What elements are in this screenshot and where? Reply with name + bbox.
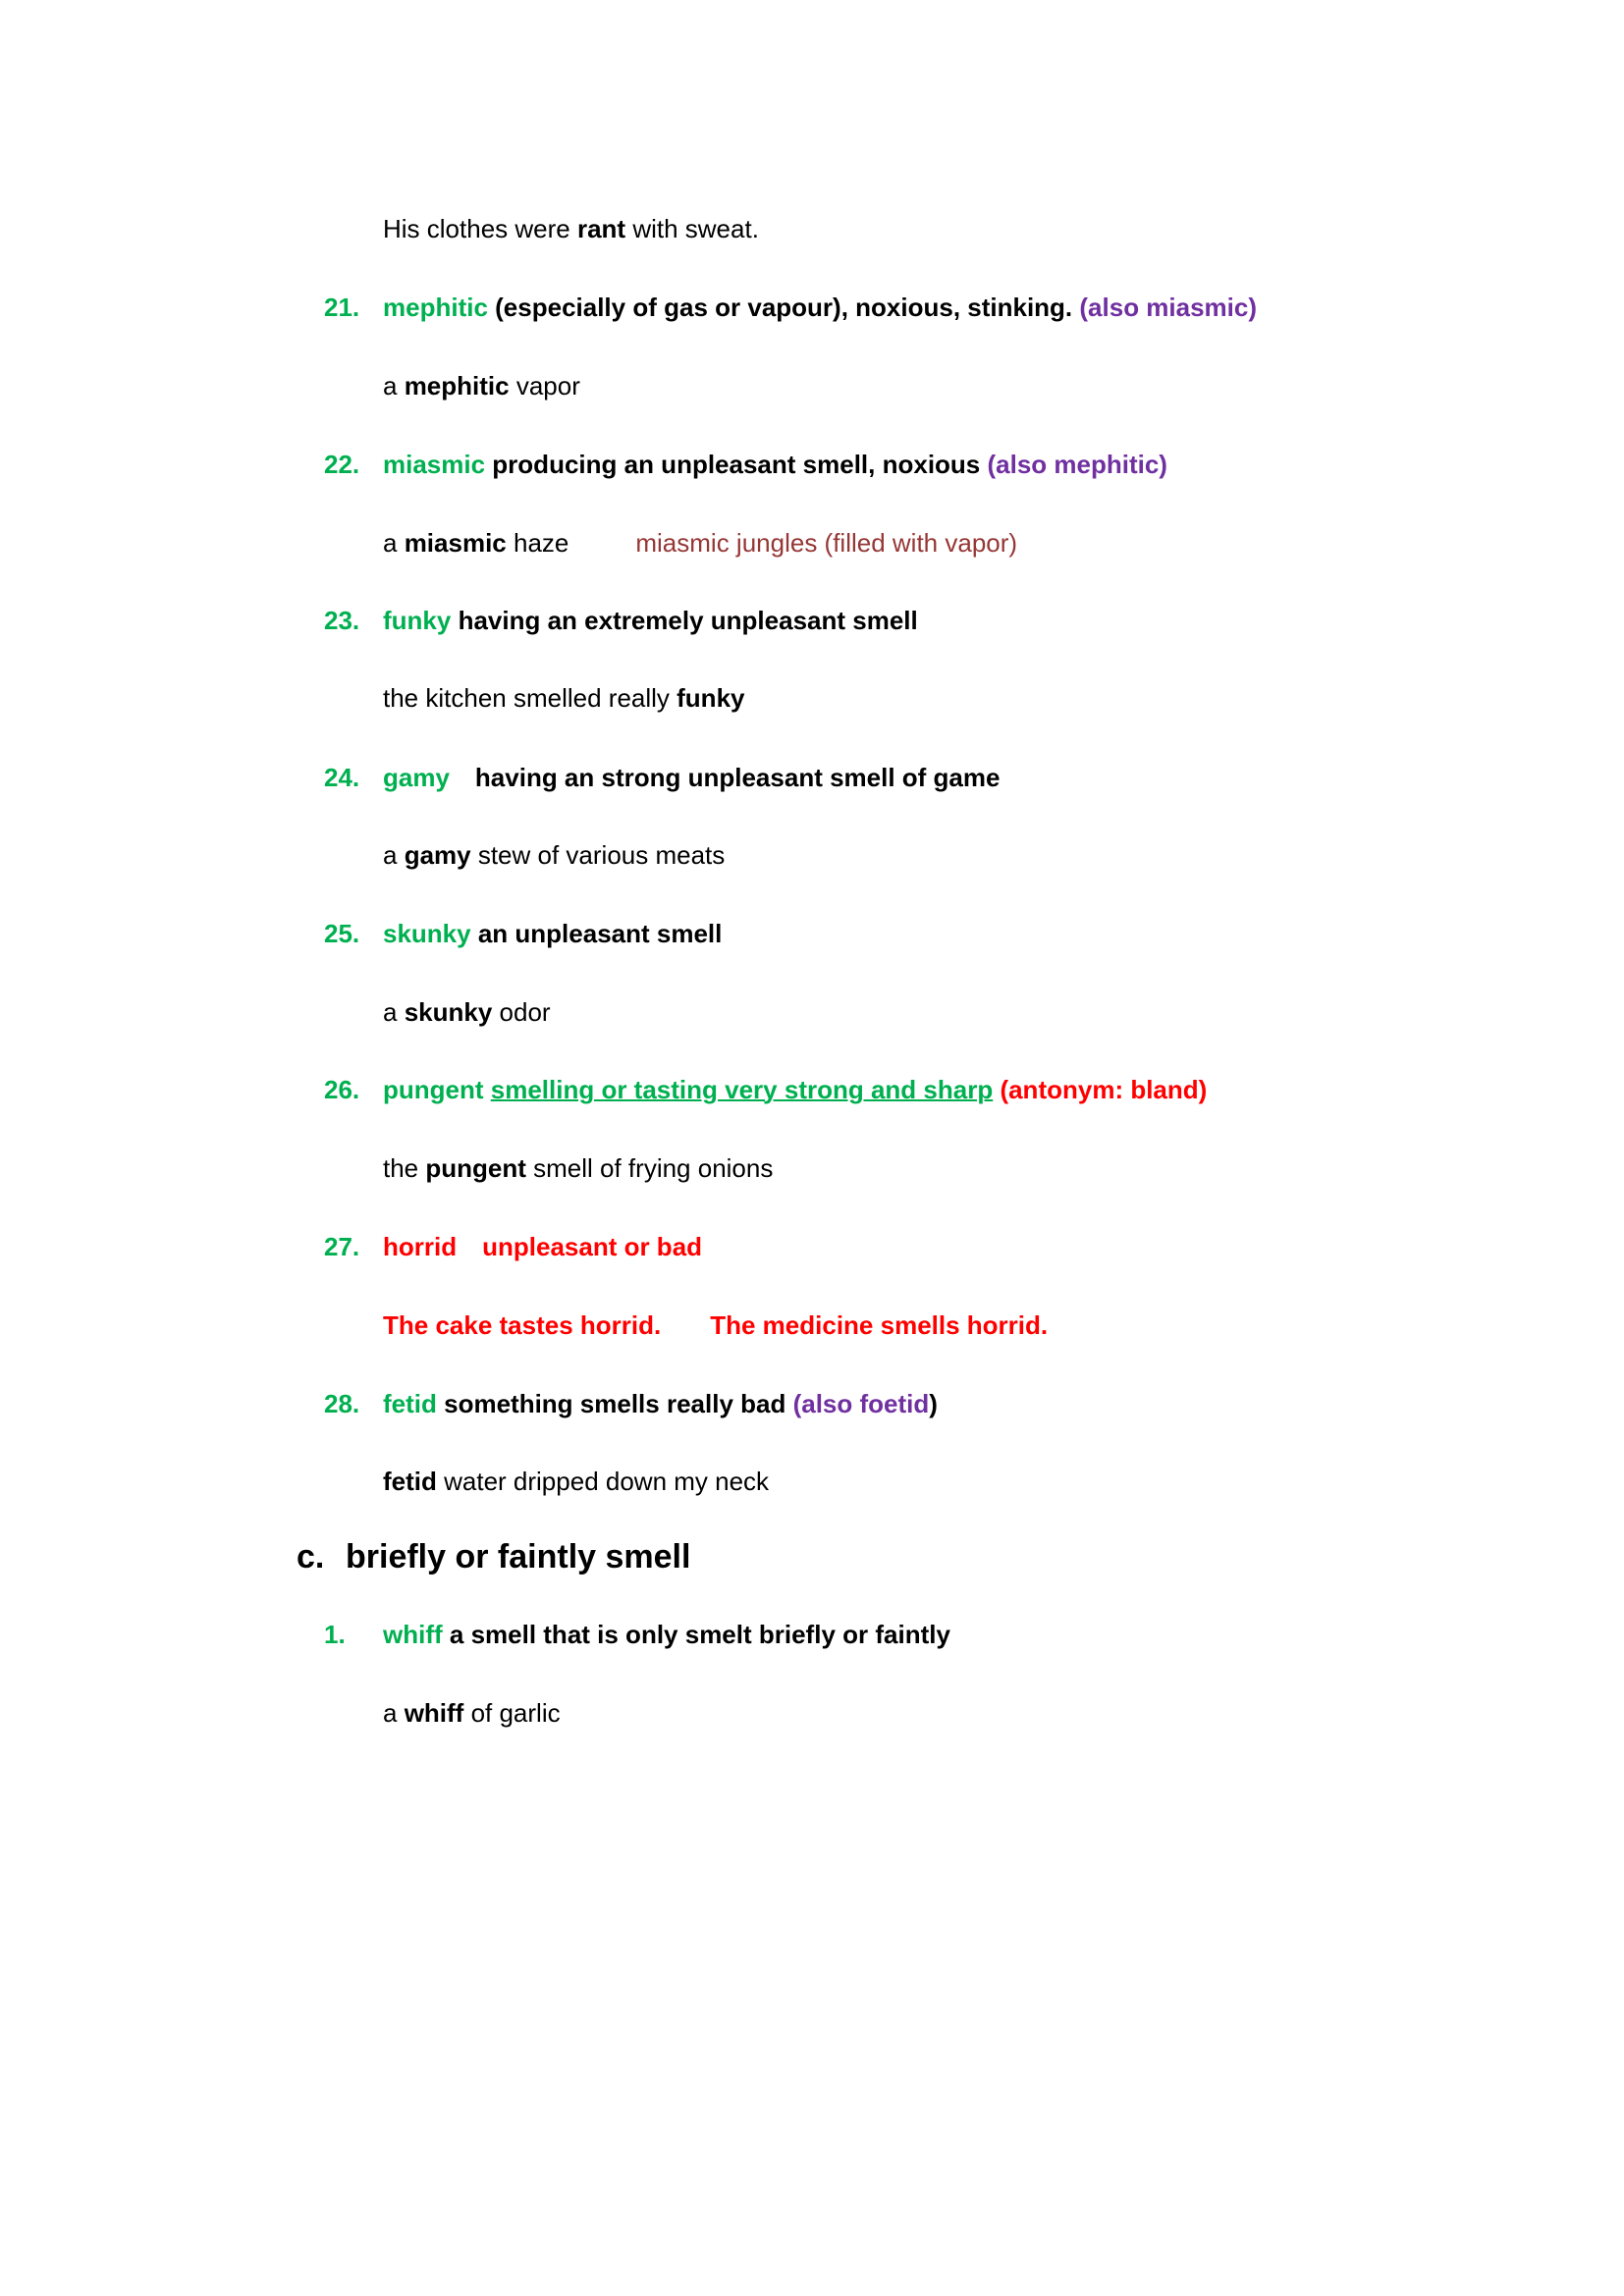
entry-definition-line <box>383 762 1000 793</box>
example-text: odor <box>492 997 551 1027</box>
entry-number: 26. <box>324 1075 360 1104</box>
example-text: a <box>383 840 405 870</box>
example-text: His clothes were <box>383 214 577 243</box>
entry-number: 23. <box>324 606 360 635</box>
headword-text: skunky <box>383 919 471 948</box>
entry-definition-line <box>383 449 1167 480</box>
definition-text: ) <box>929 1389 938 1418</box>
entry-definition-line <box>383 1388 938 1419</box>
headword-text: pungent <box>383 1075 491 1104</box>
antonym-text: (antonym: bland) <box>993 1075 1208 1104</box>
entry-number: 27. <box>324 1232 360 1261</box>
example-text: stew of various meats <box>470 840 726 870</box>
example-line <box>383 1466 769 1497</box>
example-text: smell of frying onions <box>525 1153 774 1183</box>
section-letter: c. <box>297 1538 325 1575</box>
example-text: water dripped down my neck <box>436 1467 770 1496</box>
section-title: briefly or faintly smell <box>346 1538 691 1575</box>
red-bold-text: The cake tastes horrid. <box>383 1310 662 1340</box>
headword-text: whiff <box>383 1620 443 1649</box>
example-line <box>383 839 725 871</box>
definition-text: a smell that is only smelt briefly or faintly <box>442 1620 950 1649</box>
entry-definition-line <box>383 292 1257 323</box>
red-bold-text: The medicine smells horrid. <box>710 1310 1049 1340</box>
entry-number: 28. <box>324 1389 360 1418</box>
example-line <box>383 370 580 401</box>
example-text: a <box>383 997 405 1027</box>
entry-number: 21. <box>324 293 360 322</box>
definition-text: an unpleasant smell <box>470 919 723 948</box>
entry-number: 1. <box>324 1620 346 1649</box>
headword-text: funky <box>383 606 452 635</box>
entry-definition-line <box>383 1619 950 1650</box>
entry-definition-line <box>383 918 722 949</box>
example-bold-text: gamy <box>404 840 471 870</box>
example-bold-text: skunky <box>404 997 493 1027</box>
headword-text: gamy <box>383 763 450 792</box>
example-text: of garlic <box>463 1698 561 1728</box>
entry-definition-line <box>383 605 918 636</box>
example-text: a <box>383 371 405 400</box>
entry-number: 24. <box>324 763 360 792</box>
example-text: a <box>383 528 405 558</box>
example-line <box>383 527 1017 559</box>
example-line <box>383 1309 1048 1341</box>
example-text: haze <box>506 528 569 558</box>
also-text: (also miasmic) <box>1079 293 1258 322</box>
definition-green-text: smelling or tasting very strong and sharp <box>490 1075 994 1104</box>
also-text: (also foetid <box>792 1389 930 1418</box>
example-line <box>383 682 744 714</box>
example-line <box>383 1152 773 1184</box>
definition-text: something smells really bad <box>436 1389 793 1418</box>
entry-number: 25. <box>324 919 360 948</box>
entry-definition-line <box>383 1231 702 1262</box>
example-text: vapor <box>509 371 580 400</box>
note-text: miasmic jungles (filled with vapor) <box>635 528 1018 558</box>
example-bold-text: pungent <box>425 1153 526 1183</box>
example-line <box>383 213 759 244</box>
also-text: (also mephitic) <box>987 450 1167 479</box>
example-text: with sweat. <box>625 214 759 243</box>
entry-definition-line <box>383 1074 1207 1105</box>
example-line <box>383 1697 561 1729</box>
example-bold-text: fetid <box>383 1467 437 1496</box>
example-bold-text: mephitic <box>404 371 510 400</box>
headword-text: fetid <box>383 1389 437 1418</box>
example-bold-text: miasmic <box>404 528 507 558</box>
definition-text: producing an unpleasant smell, noxious <box>485 450 988 479</box>
example-bold-text: rant <box>576 214 626 243</box>
entry-number: 22. <box>324 450 360 479</box>
headword-text: miasmic <box>383 450 486 479</box>
example-text: a <box>383 1698 405 1728</box>
example-line <box>383 996 551 1028</box>
red-bold-text: horrid <box>383 1232 458 1261</box>
definition-text: having an extremely unpleasant smell <box>451 606 918 635</box>
red-bold-text: unpleasant or bad <box>482 1232 703 1261</box>
headword-text: mephitic <box>383 293 488 322</box>
example-bold-text: funky <box>677 683 745 713</box>
example-text: the <box>383 1153 426 1183</box>
example-text: the kitchen smelled really <box>383 683 677 713</box>
section-heading <box>297 1537 690 1576</box>
definition-text: having an strong unpleasant smell of game <box>474 763 1001 792</box>
example-bold-text: whiff <box>404 1698 464 1728</box>
definition-text: (especially of gas or vapour), noxious, stinking. <box>487 293 1080 322</box>
